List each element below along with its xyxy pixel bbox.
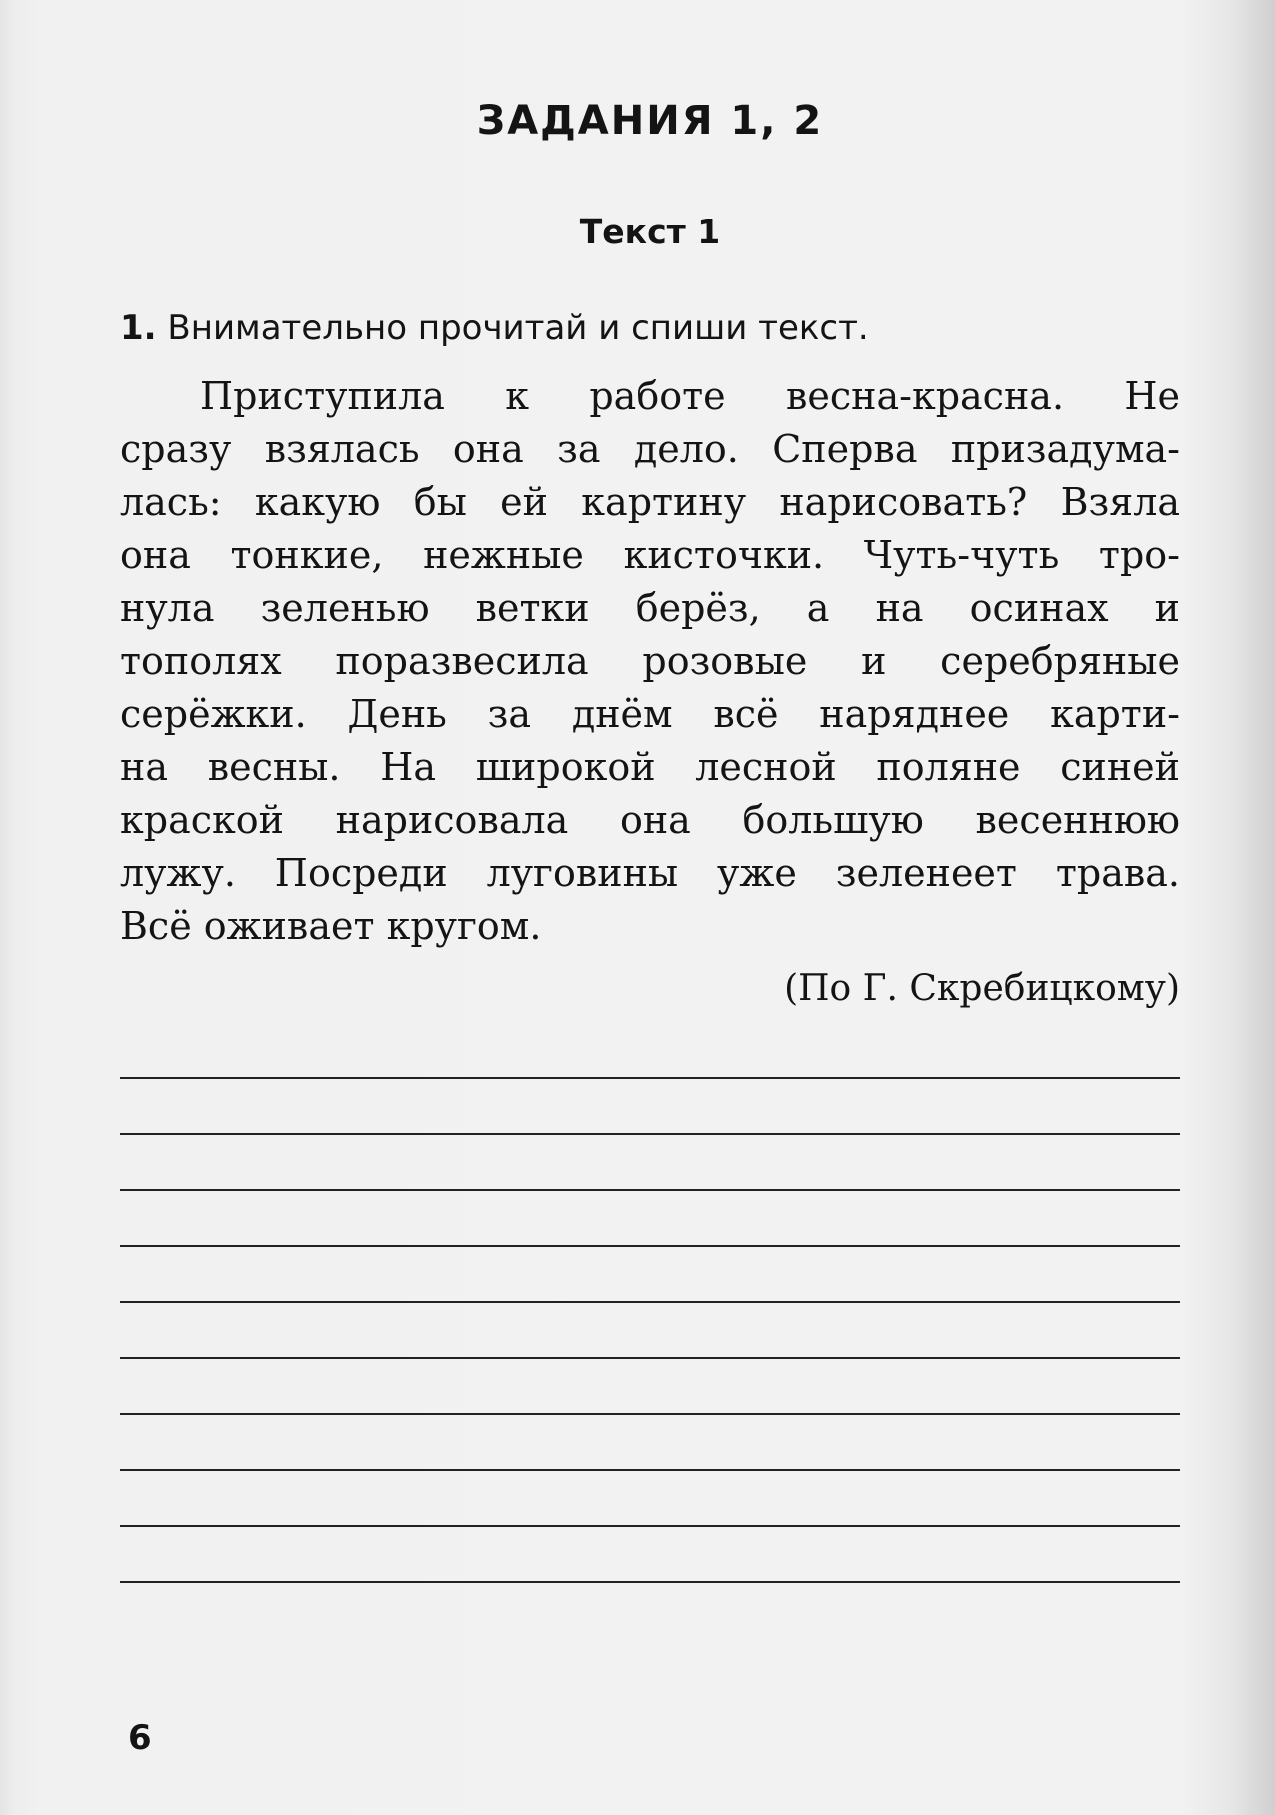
passage-line: нула зеленью ветки берёз, а на осинах и [120,586,1180,630]
passage-line: на весны. На широкой лесной поляне синей [120,745,1180,789]
passage-line: серёжки. День за днём всё наряднее карти- [120,692,1180,736]
answer-line [120,1189,1180,1191]
page-number: 6 [128,1718,152,1758]
answer-line [120,1357,1180,1359]
passage-line: краской нарисовала она большую весеннюю [120,798,1180,842]
answer-line [120,1077,1180,1079]
passage-line: она тонкие, нежные кисточки. Чуть-чуть тро- [120,533,1180,577]
answer-line [120,1469,1180,1471]
text-title: Текст 1 [579,212,721,251]
task-number: 1. [120,308,157,348]
answer-line [120,1245,1180,1247]
answer-line [120,1301,1180,1303]
passage-line: сразу взялась она за дело. Сперва призадума- [120,427,1180,471]
answer-line [120,1525,1180,1527]
passage-line: лась: какую бы ей картину нарисовать? Взяла [120,480,1180,524]
passage-line: Приступила к работе весна-красна. Не [200,374,1180,418]
passage-line: тополях поразвесила розовые и серебряные [120,639,1180,683]
passage-line: лужу. Посреди луговины уже зеленеет трава. [120,851,1180,895]
passage-line: Всё оживает кругом. [120,904,542,948]
attribution: (По Г. Скребицкому) [784,968,1180,1009]
section-title: ЗАДАНИЯ 1, 2 [476,98,824,144]
answer-line [120,1581,1180,1583]
answer-lines [120,0,1180,1815]
task-instruction-text: Внимательно прочитай и спиши текст. [167,308,869,348]
answer-line [120,1413,1180,1415]
answer-line [120,1133,1180,1135]
